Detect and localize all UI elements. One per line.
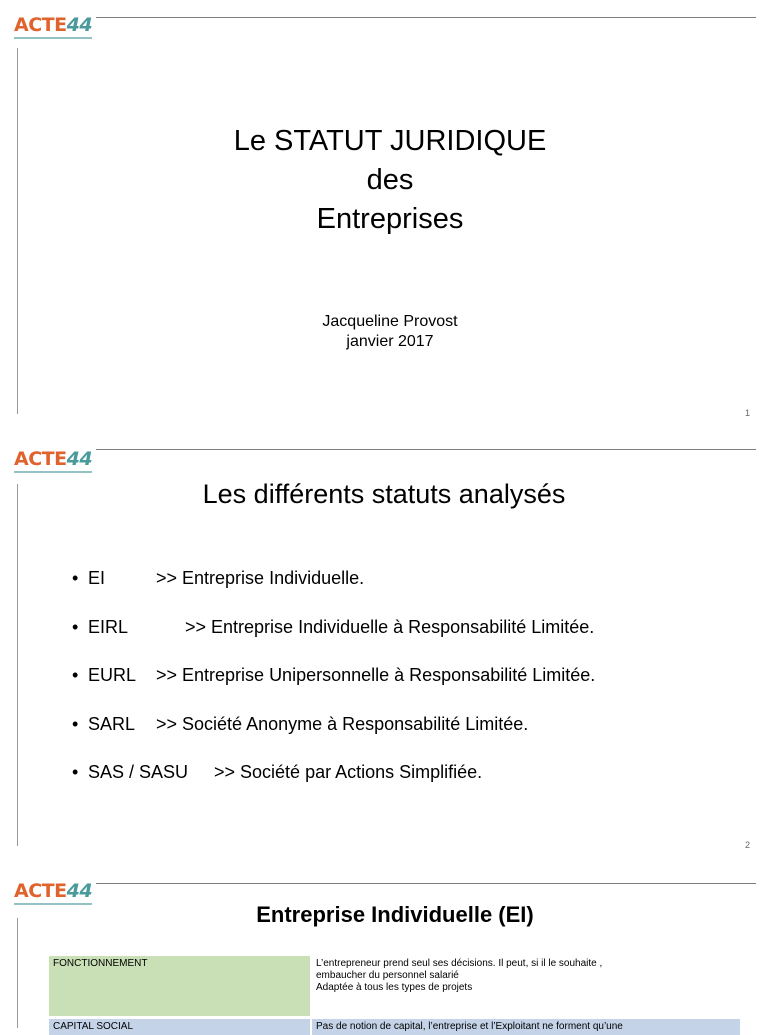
header-rule xyxy=(96,449,756,450)
status-abbr: EURL xyxy=(88,665,137,685)
side-rule xyxy=(17,918,18,1028)
status-list xyxy=(72,568,595,811)
status-abbr: EI xyxy=(88,568,106,588)
row-value: Pas de notion de capital, l’entreprise et l’Exploitant ne forment qu’une xyxy=(312,1016,740,1035)
page-number: 1 xyxy=(744,408,750,418)
slide-3 xyxy=(0,864,768,1032)
list-item: • SARL >> Société Anonyme à Responsabilité Limitée. xyxy=(72,713,529,734)
list-item: • EI >> Entreprise Individuelle. xyxy=(72,568,365,588)
header-rule xyxy=(96,17,756,18)
slide-title: Entreprise Individuelle (EI) xyxy=(256,902,534,927)
status-full-name: >> Entreprise Unipersonnelle à Responsabilité Limitée. xyxy=(156,665,596,685)
slide-2 xyxy=(0,432,768,864)
slide-title: Le STATUT JURIDIQUE des Entreprises xyxy=(233,125,547,235)
page-number: 2 xyxy=(744,840,750,850)
list-item: • SAS / SASU >> Société par Actions Simplifiée. xyxy=(72,762,483,782)
list-item: • EURL >> Entreprise Unipersonnelle à Responsabilité Limitée. xyxy=(72,665,596,685)
row-value: L’entrepreneur prend seul ses décisions. Il peut, si il le souhaite , embaucher du personnel salarié Adaptée à tous les types de projets xyxy=(312,956,740,1016)
table-row xyxy=(49,956,740,1016)
acte44-logo: ACTE44 xyxy=(14,882,92,901)
acte44-logo: ACTE44 xyxy=(14,450,92,469)
author-name: Jacqueline Provost xyxy=(322,313,458,330)
header-rule xyxy=(96,883,756,884)
table-row xyxy=(49,1016,740,1035)
status-full-name: >> Entreprise Individuelle à Responsabilité Limitée. xyxy=(185,616,595,637)
side-rule xyxy=(17,484,18,846)
status-full-name: >> Société Anonyme à Responsabilité Limitée. xyxy=(156,713,529,734)
list-item: • EIRL >> Entreprise Individuelle à Responsabilité Limitée. xyxy=(72,616,595,637)
status-abbr: SAS / SASU xyxy=(88,762,189,782)
acte44-logo: ACTE44 xyxy=(14,16,92,35)
status-full-name: >> Entreprise Individuelle. xyxy=(156,568,365,588)
slide-1 xyxy=(0,0,768,432)
slide-title: Les différents statuts analysés xyxy=(202,479,566,509)
presentation-date: janvier 2017 xyxy=(346,333,434,350)
ei-characteristics-table xyxy=(49,956,740,1035)
row-label: CAPITAL SOCIAL xyxy=(49,1016,312,1035)
status-full-name: >> Société par Actions Simplifiée. xyxy=(214,762,483,782)
row-label: FONCTIONNEMENT xyxy=(49,956,312,1016)
status-abbr: EIRL xyxy=(88,616,129,637)
author-block xyxy=(0,312,768,352)
status-abbr: SARL xyxy=(88,713,136,734)
